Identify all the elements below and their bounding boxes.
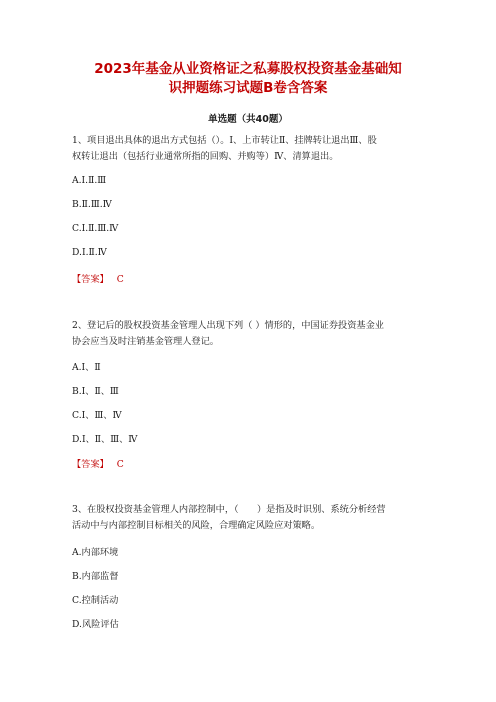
question-1-option-a: A.Ⅰ.Ⅱ.Ⅲ [72,175,107,186]
answer-label: 【答案】 [72,459,109,470]
title-line-2: 识押题练习试题B卷含答案 [168,80,328,96]
section-heading: 单选题（共40题） [208,114,288,125]
stem-line: 权转让退出（包括行业通常所指的回购、并购等）Ⅳ、清算退出。 [72,151,339,162]
question-1-stem [72,133,432,165]
question-3-option-d: D.风险评估 [72,619,119,630]
question-2-answer [72,456,124,470]
answer-value: C [116,459,124,470]
question-2-option-d: D.Ⅰ、Ⅱ、Ⅲ、Ⅳ [72,434,138,445]
question-2-option-a: A.Ⅰ、Ⅱ [72,362,101,373]
question-3-option-a: A.内部环境 [72,547,119,558]
question-1-answer [72,271,124,285]
question-2-stem [72,318,432,350]
question-3-option-c: C.控制活动 [72,595,119,606]
question-1-option-b: B.Ⅱ.Ⅲ.Ⅳ [72,199,112,210]
question-3-stem [72,502,432,534]
question-3-option-b: B.内部监督 [72,571,119,582]
title-line-1: 2023年基金从业资格证之私募股权投资基金基础知 [94,61,402,77]
question-1-option-d: D.Ⅰ.Ⅱ.Ⅳ [72,247,107,258]
answer-label: 【答案】 [72,274,109,285]
stem-line: 活动中与内部控制目标相关的风险，合理确定风险应对策略。 [72,520,321,531]
question-1-option-c: C.Ⅰ.Ⅱ.Ⅲ.Ⅳ [72,223,119,234]
stem-line: 1、项目退出具体的退出方式包括（）。Ⅰ、上市转让Ⅱ、挂牌转让退出Ⅲ、股 [72,135,377,146]
stem-line: 2、登记后的股权投资基金管理人出现下列（ ）情形的，中国证券投资基金业 [72,320,384,331]
question-2-option-b: B.Ⅰ、Ⅱ、Ⅲ [72,386,119,397]
question-2-option-c: C.Ⅰ、Ⅲ、Ⅳ [72,410,122,421]
stem-line: 3、在股权投资基金管理人内部控制中，（ ）是指及时识别、系统分析经营 [72,504,386,515]
answer-value: C [116,274,124,285]
stem-line: 协会应当及时注销基金管理人登记。 [72,336,219,347]
document-title [60,60,436,98]
